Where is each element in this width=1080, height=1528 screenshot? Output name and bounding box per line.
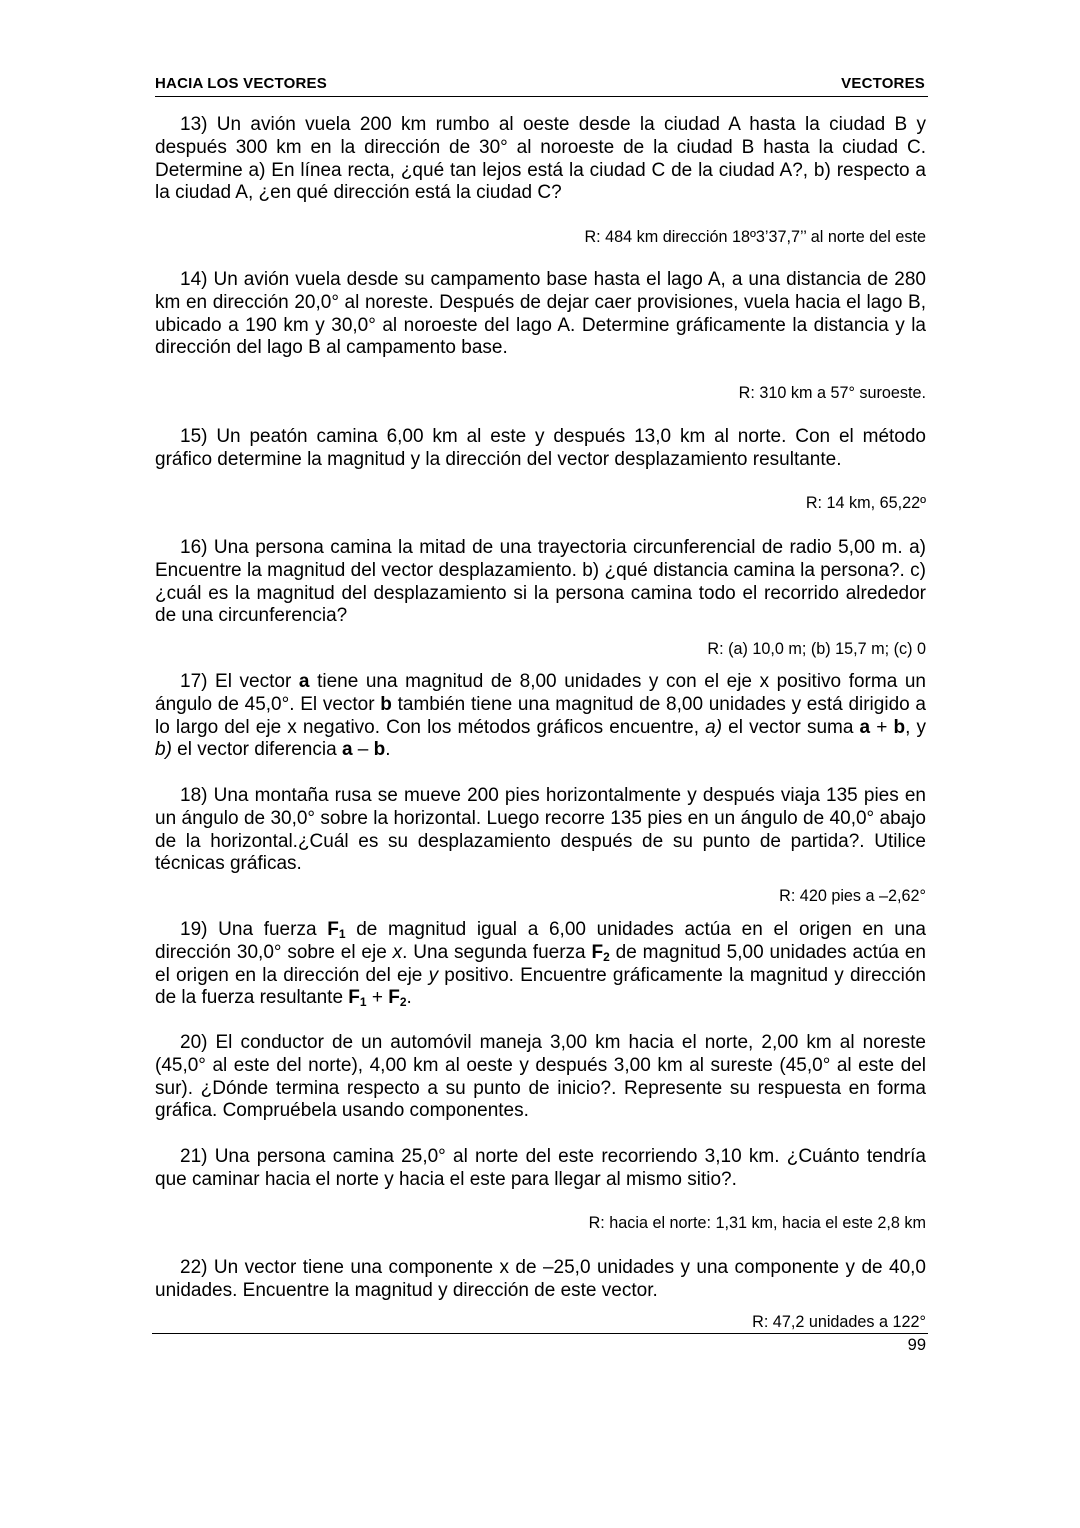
answer-22: R: 47,2 unidades a 122° [752,1313,926,1331]
vector-a: a [859,716,871,738]
answer-14: R: 310 km a 57° suroeste. [738,384,926,402]
vector-b: b [380,693,392,715]
vector-b: b [893,716,906,738]
answer-21: R: hacia el norte: 1,31 km, hacia el este 2,8 km [588,1214,926,1232]
header-left-title: HACIA LOS VECTORES [155,75,327,92]
answer-16: R: (a) 10,0 m; (b) 15,7 m; (c) 0 [707,640,926,658]
footer-divider [152,1333,928,1334]
vector-a: a [298,671,310,692]
force-f1: F [348,987,360,1009]
problem-15: 15) Un peatón camina 6,00 km al este y después 13,0 km al norte. Con el método gráfico determine la magnitud y la dirección del vector desplazamiento resultante. [155,426,926,470]
force-f2: F [388,987,400,1009]
problem-14: 14) Un avión vuela desde su campamento base hasta el lago A, a una distancia de 280 km en dirección 20,0° al noreste. Después de dejar caer provisiones, vuela hacia el lago B, ubicado a 190 km y 30,0° al noroeste del lago A. Determine gráficamente la distancia y la dirección del lago B al campamento base. [155,269,926,359]
problem-17: 17) El vector a tiene una magnitud de 8,00 unidades y con el eje x positivo forma un ángulo de 45,0°. El vector b también tiene una magnitud de 8,00 unidades y está dirigido a lo largo del eje x negativo. Con los métodos gráficos encuentre, a) el vector suma a + b, y b) el vector diferencia a – b. [155,671,927,761]
answer-15: R: 14 km, 65,22º [805,494,926,512]
problem-21: 21) Una persona camina 25,0° al norte del este recorriendo 3,10 km. ¿Cuánto tendría que caminar hacia el norte y hacia el este para llegar al mismo sitio?. [155,1146,926,1190]
vector-a: a [341,739,353,761]
header-right-title: VECTORES [841,75,925,92]
problem-22: 22) Un vector tiene una componente x de –25,0 unidades y una componente y de 40,0 unidades. Encuentre la magnitud y dirección de este vector. [155,1257,926,1301]
problem-20: 20) El conductor de un automóvil maneja 3,00 km hacia el norte, 2,00 km al noreste (45,0° al este del norte), 4,00 km al oeste y después 3,00 km al sureste (45,0° al este del sur). ¿Dónde termina respecto a su punto de inicio?. Represente su respuesta en forma gráfica. Compruébela usando componentes. [155,1032,926,1122]
problem-13: 13) Un avión vuela 200 km rumbo al oeste desde la ciudad A hasta la ciudad B y después 300 km en la dirección de 30° al noroeste de la ciudad B hasta la ciudad C. Determine a) En línea recta, ¿qué tan lejos está la ciudad C de la ciudad A?, b) respecto a la ciudad A, ¿en qué dirección está la ciudad C? [155,114,926,204]
page-header [155,74,928,97]
problem-16: 16) Una persona camina la mitad de una trayectoria circunferencial de radio 5,00 m. a) Encuentre la magnitud del vector desplazamiento. b) ¿qué distancia camina la persona?. c) ¿cuál es la magnitud del desplazamiento si la persona camina todo el recorrido alrededor de una circunferencia? [155,537,926,627]
force-f1: F [327,919,339,940]
answer-18: R: 420 pies a –2,62° [779,887,926,905]
problem-19: 19) Una fuerza $F_1$ de magnitud igual a 6,00 unidades actúa en el origen en una dirección 30,0° sobre el eje x. Una segunda fuerza $F_2$ de magnitud 5,00 unidades actúa en el origen en la dirección del eje y positivo. Encuentre gráficamente la magnitud y dirección de la fuerza resultante $F_1 + F_2$. [155,919,926,1010]
force-f2: F [591,941,604,963]
answer-13: R: 484 km dirección 18º3’37,7’’ al norte del este [584,228,926,246]
vector-b: b [373,739,386,761]
page-number: 99 [907,1336,926,1354]
problem-18: 18) Una montaña rusa se mueve 200 pies horizontalmente y después viaja 135 pies en un ángulo de 30,0° sobre la horizontal. Luego recorre 135 pies en un ángulo de 40,0° abajo de la horizontal.¿Cuál es su desplazamiento después de su punto de partida?. Utilice técnicas gráficas. [155,785,926,875]
